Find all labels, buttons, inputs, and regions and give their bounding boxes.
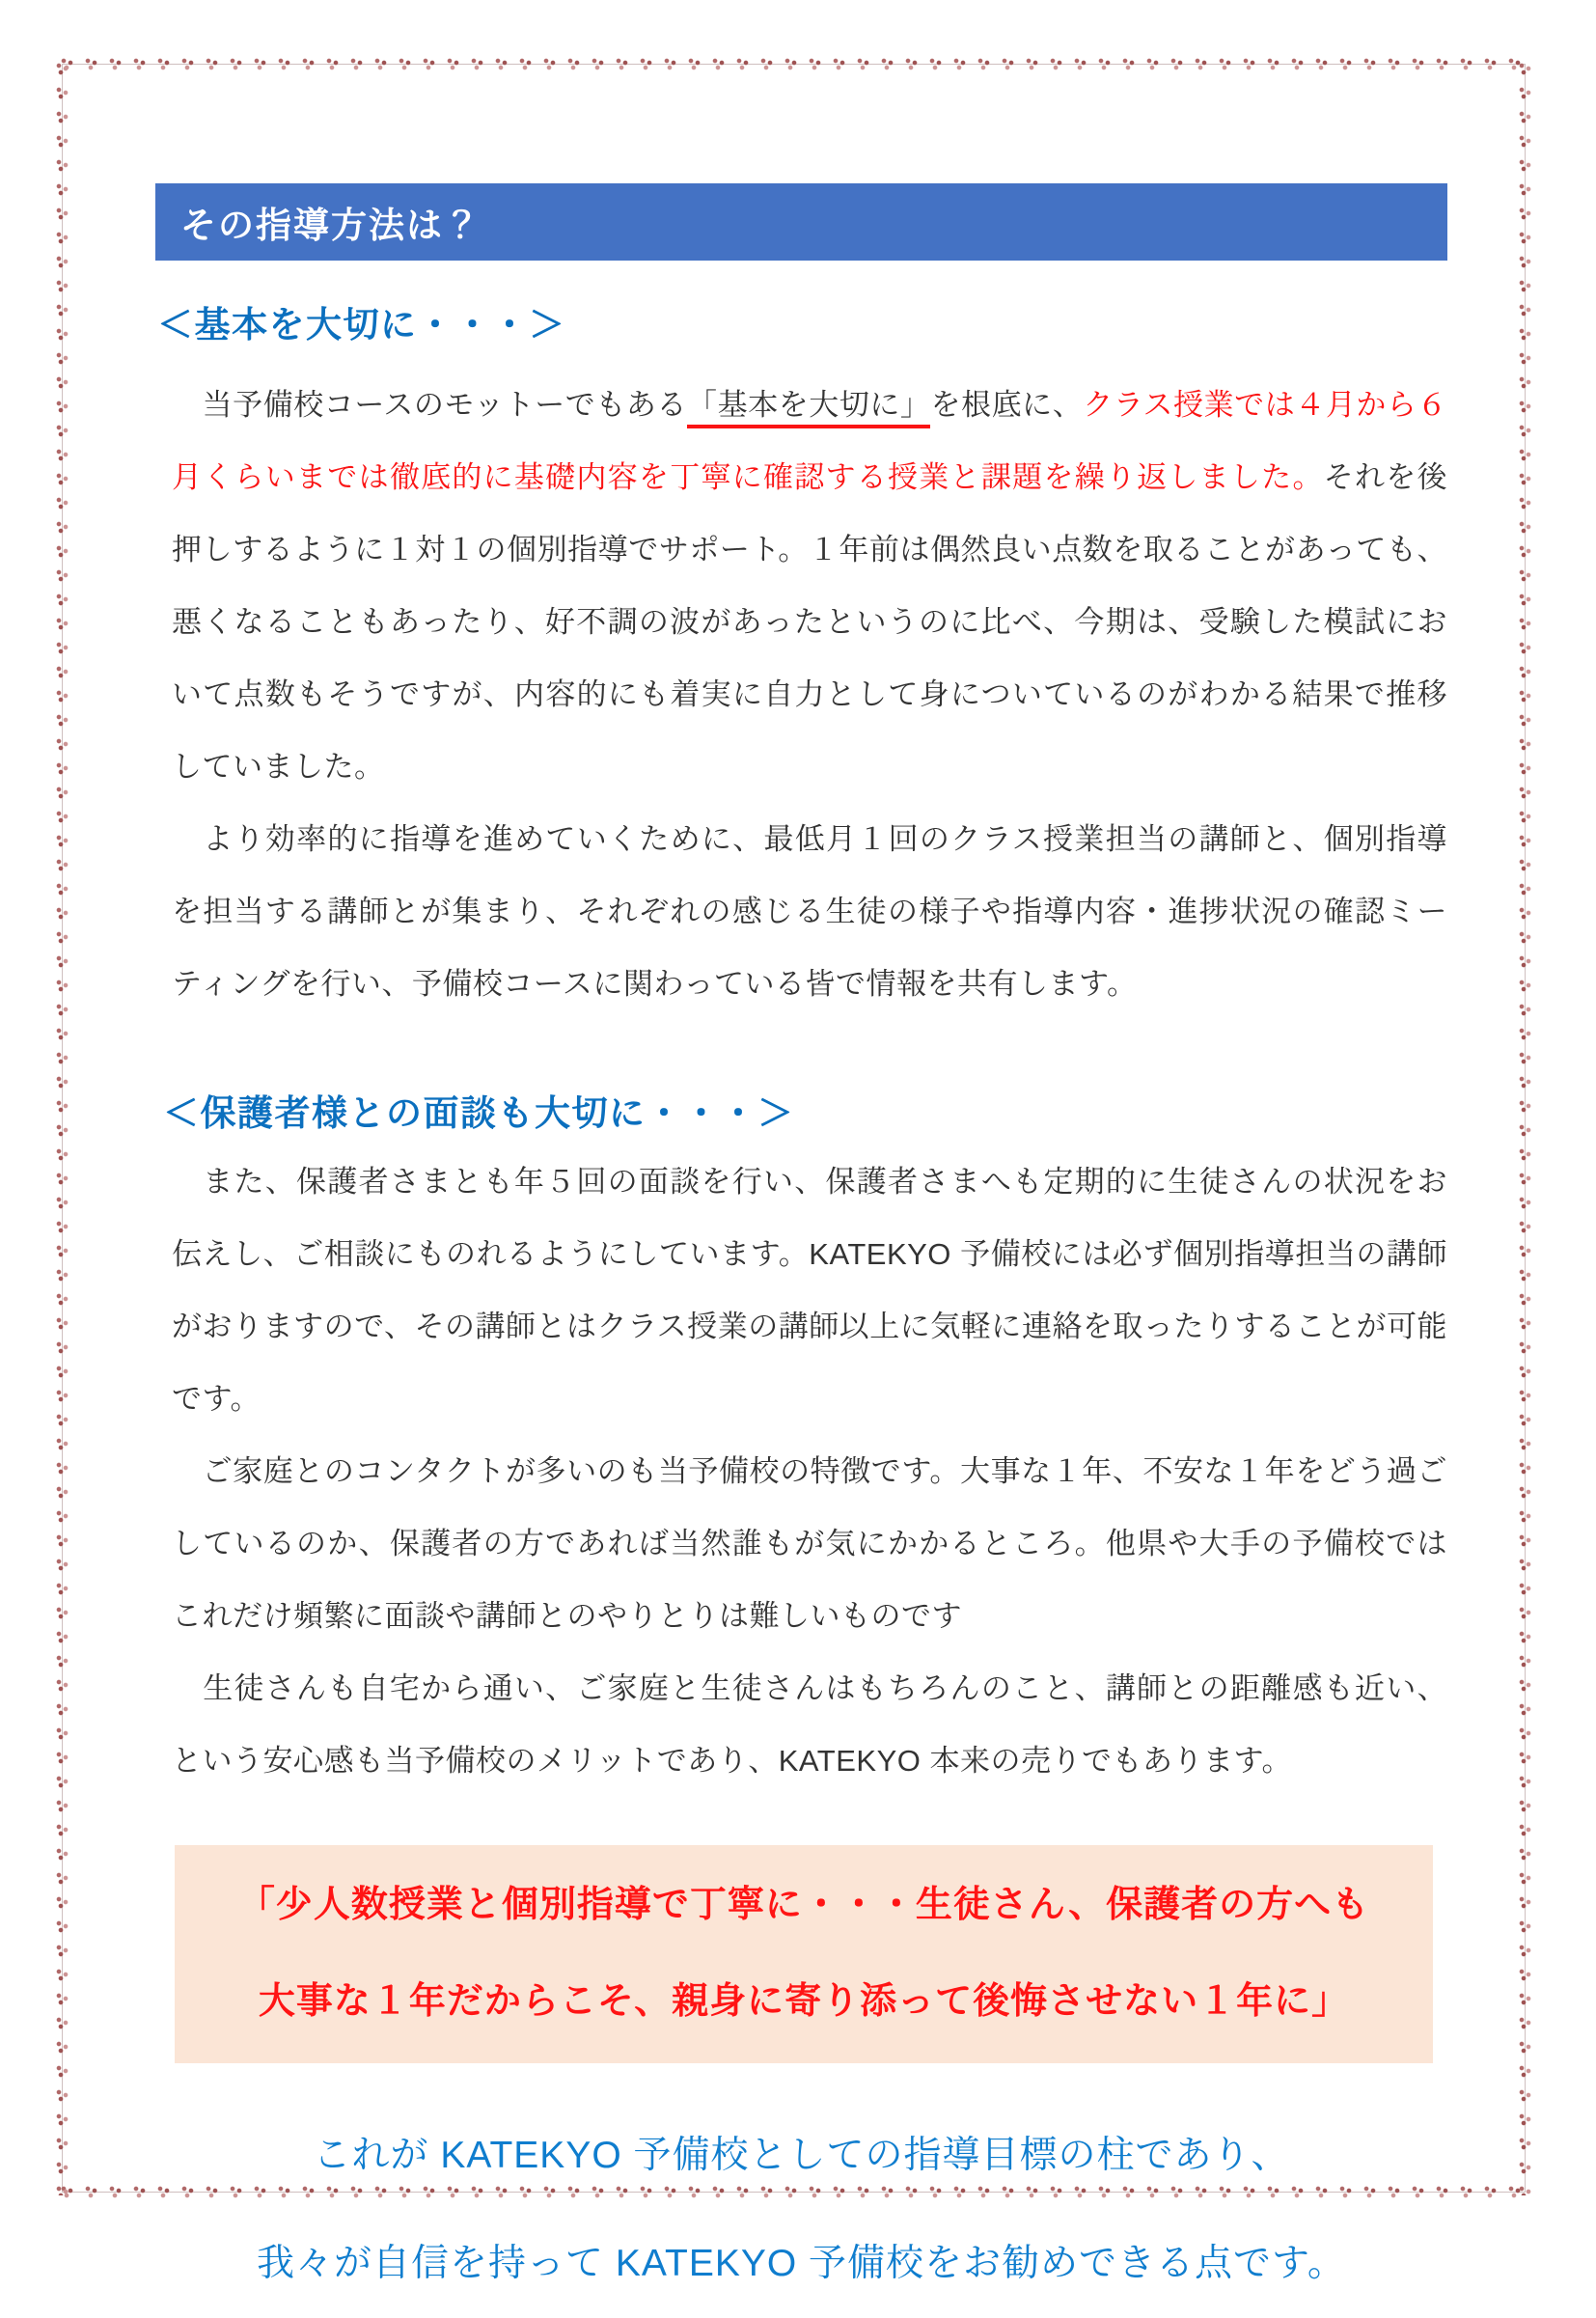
closing-statement <box>155 2102 1447 2318</box>
paragraph-basics-2: より効率的に指導を進めていくために、最低月１回のクラス授業担当の講師と、個別指導を担当する講師とが集まり、それぞれの感じる生徒の様子や指導内容・進捗状況の確認ミーティングを行い、予備校コースに関わっている皆で情報を共有します。 <box>172 822 1447 1001</box>
para1-underlined-motto: 「基本を大切に」 <box>687 388 930 428</box>
border-dots-right <box>1518 61 1532 2195</box>
para1-rest: それを後押しするように１対１の個別指導でサポート。１年前は偶然良い点数を取ることがあっても、悪くなることもあったり、好不調の波があったというのに比べ、今期は、受験した模試において点数もそうですが、内容的にも着実に自力として身についているのがわかる結果で推移していました。 <box>172 460 1448 784</box>
paragraph-parents-1: また、保護者さまとも年５回の面談を行い、保護者さまへも定期的に生徒さんの状況をお伝えし、ご相談にものれるようにしています。KATEKYO 予備校には必ず個別指導担当の講師がおりますので、その講師とはクラス授業の講師以上に気軽に連絡を取ったりすることが可能です。 <box>172 1165 1447 1416</box>
paragraph-parents-2: ご家庭とのコンタクトが多いのも当予備校の特徴です。大事な１年、不安な１年をどう過ごしているのか、保護者の方であれば当然誰もが気にかかるところ。他県や大手の予備校ではこれだけ頻繁に面談や講師とのやりとりは難しいものです <box>172 1454 1447 1633</box>
paragraph-parents-3: 生徒さんも自宅から通い、ご家庭と生徒さんはもちろんのこと、講師との距離感も近い、という安心感も当予備校のメリットであり、KATEKYO 本来の売りでもあります。 <box>172 1671 1447 1778</box>
para1-red-run: クラス授業では４月から６月くらいまでは徹底的に基礎内容を丁寧に確認する授業と課題を繰り返しました。 <box>172 388 1447 494</box>
highlight-box <box>175 1845 1433 2063</box>
border-dots-left <box>55 61 69 2195</box>
border-dots-top <box>59 57 1528 71</box>
heading-basics: ＜基本を大切に・・・＞ <box>157 305 566 345</box>
paragraph-basics-1 <box>155 369 1447 803</box>
para1-mid: を根底に、 <box>930 388 1084 422</box>
closing-line-2: 我々が自信を持って KATEKYO 予備校をお勧めできる点です。 <box>257 2243 1346 2284</box>
highlight-line-1: 「少人数授業と個別指導で丁寧に・・・生徒さん、保護者の方へも <box>237 1885 1370 1925</box>
section-title-bar <box>155 183 1447 261</box>
highlight-line-2: 大事な１年だからこそ、親身に寄り添って後悔させない１年に」 <box>258 1981 1350 2022</box>
closing-line-1: これが KATEKYO 予備校としての指導目標の柱であり、 <box>313 2135 1290 2176</box>
heading-parent-meetings: ＜保護者様との面談も大切に・・・＞ <box>163 1093 795 1133</box>
para1-lead: 当予備校コースのモットーでもある <box>172 388 688 422</box>
document-content <box>155 183 1447 2318</box>
section-title: その指導方法は？ <box>180 206 482 245</box>
